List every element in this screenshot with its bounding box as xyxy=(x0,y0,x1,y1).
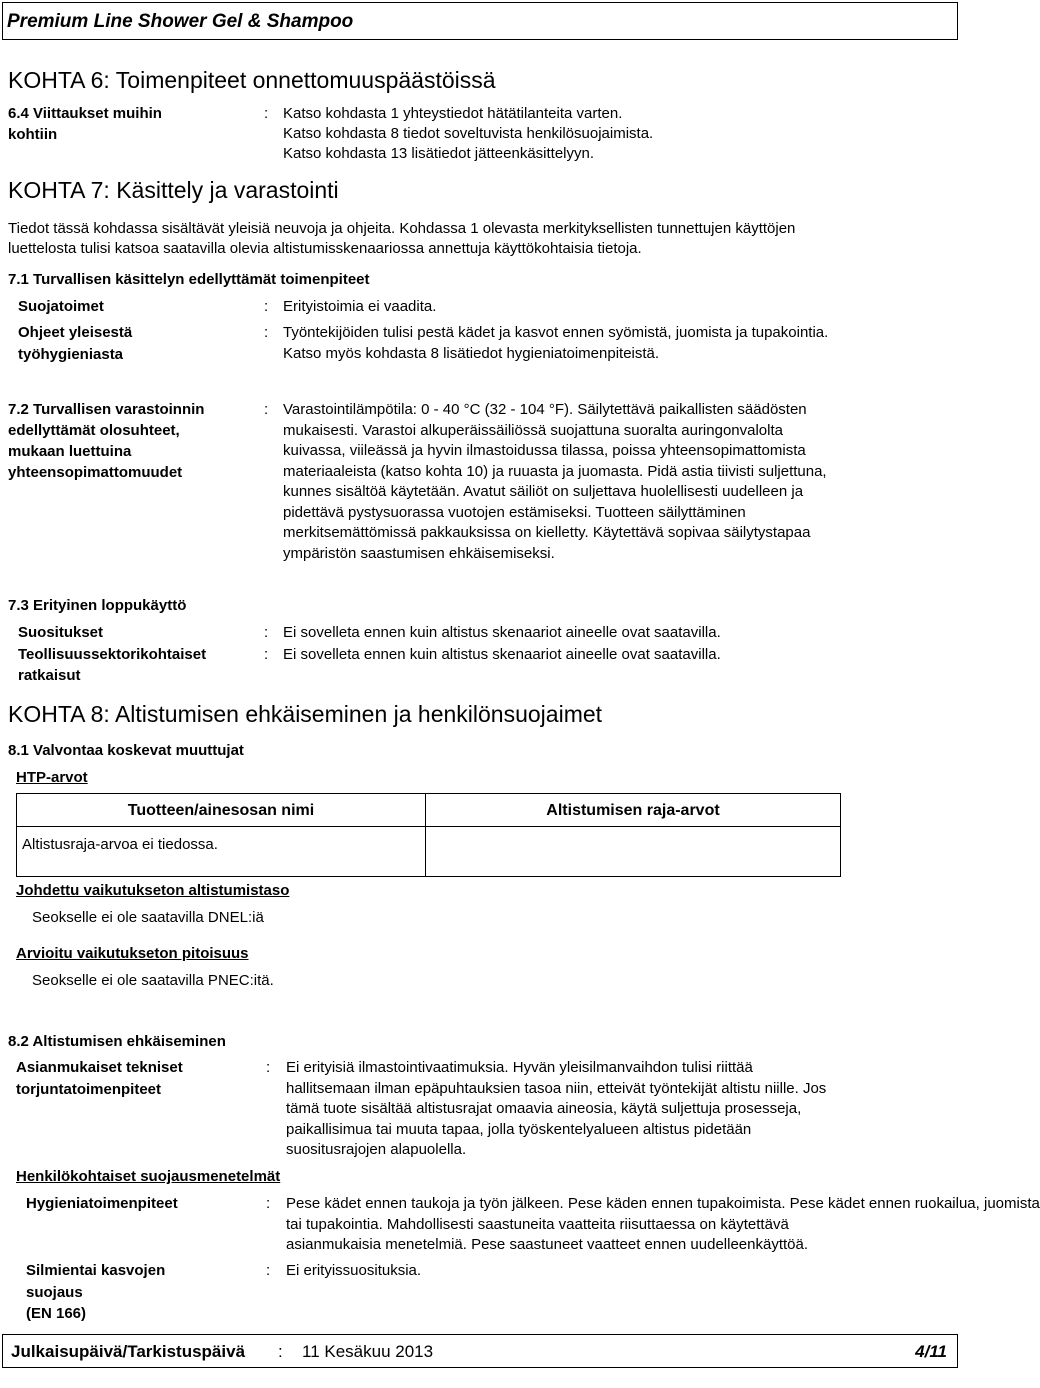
s72-label-1: 7.2 Turvallisen varastoinnin xyxy=(8,401,205,418)
document-footer xyxy=(2,1334,958,1368)
teoll-label-2: ratkaisut xyxy=(18,667,81,684)
silm-label-3: (EN 166) xyxy=(26,1305,87,1322)
s72-line-3: kuivassa, viileässä ja hyvin ilmastoidussa tilassa, poissa yhteensopimattomista xyxy=(283,442,806,459)
tekniset-line-2: hallitsemaan ilman epäpuhtauksien tasoa niin, etteivät työntekijät altistu niille. Jos xyxy=(286,1079,827,1097)
s72-label-4: yhteensopimattomuudet xyxy=(8,464,183,481)
s72-line-6: pidettävä pystysuorassa vuotojen estämiseksi. Tuotteen säilyttäminen xyxy=(283,503,746,521)
s73-title: 7.3 Erityinen loppukäyttö xyxy=(8,597,187,614)
s64-colon: : xyxy=(264,105,269,122)
silm-label-2: suojaus xyxy=(26,1284,83,1301)
s71-title: 7.1 Turvallisen käsittelyn edellyttämät toimenpiteet xyxy=(8,271,370,288)
footer-date-value: 11 Kesäkuu 2013 xyxy=(302,1342,434,1361)
ohjeet-value-1: Työntekijöiden tulisi pestä kädet ja kasvot ennen syömistä, juomista ja tupakointia. xyxy=(283,324,829,341)
exposure-limits-table xyxy=(16,793,841,877)
dnel-title: Johdettu vaikutukseton altistumistaso xyxy=(16,882,290,899)
silm-label-1: Silmientai kasvojen xyxy=(26,1262,166,1279)
hyg-line-2: tai tupakointia. Mahdollisesti saastuneita vaatteita riisuttaessa on käytettävä xyxy=(286,1215,789,1233)
teoll-colon: : xyxy=(264,646,269,663)
s72-line-2: mukaisesti. Varastoi alkuperäissäiliössä suojattuna suoralta auringonvalolta xyxy=(283,421,783,439)
s64-line3: Katso kohdasta 13 lisätiedot jätteenkäsittelyyn. xyxy=(283,145,595,162)
product-title: Premium Line Shower Gel & Shampoo xyxy=(7,11,354,32)
tekniset-line-3: tämä tuote sisältää altistusrajat omaavia aineosia, käytä suljettuja prosesseja, xyxy=(286,1100,802,1117)
tekniset-line-1: Ei erityisiä ilmastointivaatimuksia. Hyvän yleisilmanvaihdon tulisi riittää xyxy=(286,1059,753,1076)
tekniset-label-2: torjuntatoimenpiteet xyxy=(16,1081,161,1098)
s72-label-2: edellyttämät olosuhteet, xyxy=(8,422,180,439)
s64-label-2: kohtiin xyxy=(8,126,58,143)
tekniset-line-5: suositusrajojen alapuolella. xyxy=(286,1141,467,1158)
s64-label-1: 6.4 Viittaukset muihin xyxy=(8,105,162,122)
s7-intro-2: luettelosta tulisi katsoa saatavilla olevia altistumisskenaariossa annettuja käyttökohtaisia tietoja. xyxy=(8,240,642,257)
footer-date-label: Julkaisupäivä/Tarkistuspäivä xyxy=(11,1342,246,1361)
table-header-divider xyxy=(17,826,840,827)
s64-line2: Katso kohdasta 8 tiedot soveltuvista henkilösuojaimista. xyxy=(283,125,654,142)
section7-heading: KOHTA 7: Käsittely ja varastointi xyxy=(8,177,339,203)
footer-colon: : xyxy=(278,1342,283,1361)
suojatoimet-label: Suojatoimet xyxy=(18,298,104,315)
hyg-line-3: asianmukaisia menetelmiä. Pese saastuneet vaatteet ennen uudelleenkäyttöä. xyxy=(286,1236,809,1253)
s7-intro-1: Tiedot tässä kohdassa sisältävät yleisiä neuvoja ja ohjeita. Kohdassa 1 olevasta merkityksellisten tunnettujen käyttöjen xyxy=(8,220,796,237)
silm-value: Ei erityissuosituksia. xyxy=(286,1262,422,1279)
s72-line-1: Varastointilämpötila: 0 - 40 °C (32 - 104 °F). Säilytettävä paikallisten säädösten xyxy=(283,401,807,418)
suositukset-value: Ei sovelleta ennen kuin altistus skenaariot aineelle ovat saatavilla. xyxy=(283,624,721,641)
suojatoimet-colon: : xyxy=(264,298,269,315)
s64-line1: Katso kohdasta 1 yhteystiedot hätätilanteita varten. xyxy=(283,105,623,122)
s72-line-7: merkitsemättömissä pakkauksissa on kielletty. Käytettävä sopivaa säilytystapaa xyxy=(283,524,811,541)
table-header-name: Tuotteen/ainesosan nimi xyxy=(127,802,315,819)
dnel-value: Seokselle ei ole saatavilla DNEL:iä xyxy=(32,909,264,926)
hyg-line-1: Pese kädet ennen taukoja ja työn jälkeen. Pese käden ennen tupakoimista. Pese kädet ennen ruokailua, juomista xyxy=(286,1195,1040,1212)
s72-colon: : xyxy=(264,401,269,418)
teoll-label-1: Teollisuussektorikohtaiset xyxy=(18,646,207,663)
ohjeet-colon: : xyxy=(264,324,269,341)
htp-label: HTP-arvot xyxy=(16,769,88,786)
pnec-value: Seokselle ei ole saatavilla PNEC:itä. xyxy=(32,972,274,989)
page-number: 4/11 xyxy=(915,1342,947,1361)
table-row: Altistusraja-arvoa ei tiedossa. xyxy=(22,836,218,853)
pnec-title: Arvioitu vaikutukseton pitoisuus xyxy=(16,945,249,962)
tekniset-line-4: paikallisimua tai muuta tapaa, jolla työskentelyalueen altistus pidetään xyxy=(286,1120,752,1138)
teoll-value: Ei sovelleta ennen kuin altistus skenaariot aineelle ovat saatavilla. xyxy=(283,646,721,663)
section8-heading: KOHTA 8: Altistumisen ehkäiseminen ja henkilönsuojaimet xyxy=(8,701,603,727)
s72-line-8: ympäristön saastumisen ehkäisemiseksi. xyxy=(283,544,555,562)
document-header xyxy=(2,2,958,40)
ohjeet-label-2: työhygieniasta xyxy=(18,346,124,363)
silm-colon: : xyxy=(266,1262,271,1279)
hyg-label: Hygieniatoimenpiteet xyxy=(26,1195,178,1212)
suositukset-colon: : xyxy=(264,624,269,641)
s81-title: 8.1 Valvontaa koskevat muuttujat xyxy=(8,742,244,759)
s82-title: 8.2 Altistumisen ehkäiseminen xyxy=(8,1033,226,1050)
suositukset-label: Suositukset xyxy=(18,624,104,641)
s72-line-4: materiaaleista (katso kohta 10) ja ruuasta ja juomasta. Pidä astia tiivisti suljettuna, xyxy=(283,462,827,480)
henk-title: Henkilökohtaiset suojausmenetelmät xyxy=(16,1168,281,1185)
section6-heading: KOHTA 6: Toimenpiteet onnettomuuspäästöissä xyxy=(8,67,496,93)
suojatoimet-value: Erityistoimia ei vaadita. xyxy=(283,298,437,315)
tekniset-label-1: Asianmukaiset tekniset xyxy=(16,1059,183,1076)
s72-line-5: kunnes sisältöä käytetään. Avatut säiliöt on suljettava huolellisesti uudelleen ja xyxy=(283,483,804,500)
hyg-colon: : xyxy=(266,1195,271,1212)
ohjeet-value-2: Katso myös kohdasta 8 lisätiedot hygieniatoimenpiteistä. xyxy=(283,345,660,362)
s72-label-3: mukaan luettuina xyxy=(8,443,132,460)
table-header-limits: Altistumisen raja-arvot xyxy=(546,802,720,819)
ohjeet-label-1: Ohjeet yleisestä xyxy=(18,324,133,341)
tekniset-colon: : xyxy=(266,1059,271,1076)
